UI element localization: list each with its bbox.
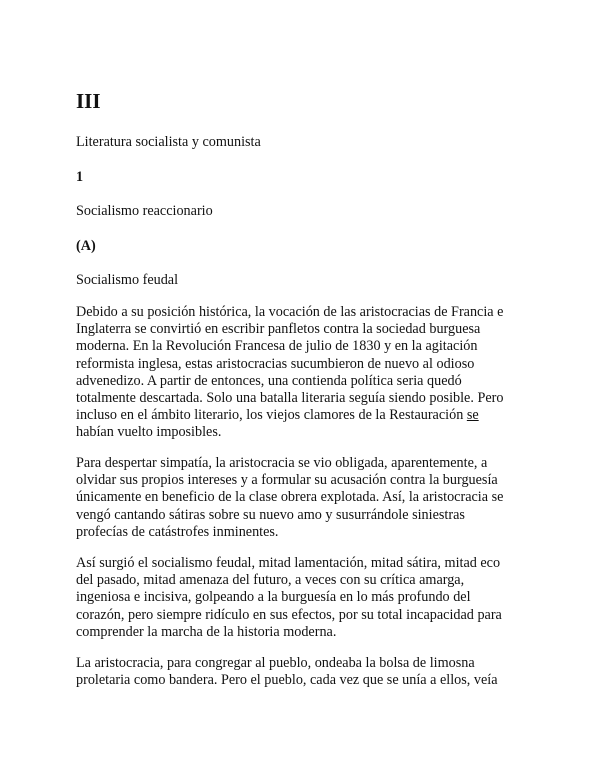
paragraph-line: habían vuelto imposibles. (76, 424, 222, 441)
section-title: Literatura socialista y comunista (76, 134, 261, 150)
paragraph-1 (76, 304, 552, 442)
paragraph-line: advenedizo. A partir de entonces, una contienda política seria quedó (76, 372, 462, 389)
paragraph-line: únicamente en beneficio de la clase obrera explotada. Así, la aristocracia se (76, 489, 504, 506)
paragraph-line-text: incluso en el ámbito literario, los viejos clamores de la Restauración (76, 407, 464, 424)
paragraph-line: moderna. En la Revolución Francesa de julio de 1830 y en la agitación (76, 338, 478, 355)
paragraph-line-with-underline (76, 407, 552, 424)
paragraph-line: ingeniosa e incisiva, golpeando a la burguesía en lo más profundo del (76, 589, 471, 606)
paragraph-line: vengó cantando sátiras sobre su nuevo amo y susurrándole siniestras (76, 506, 465, 523)
paragraph-2 (76, 455, 552, 541)
paragraph-line: Inglaterra se convirtió en escribir panfletos contra la sociedad burguesa (76, 321, 481, 338)
subsubsection-title: Socialismo feudal (76, 272, 179, 288)
paragraph-line: totalmente descartada. Solo una batalla literaria seguía siendo posible. Pero (76, 390, 504, 407)
paragraph-line: Para despertar simpatía, la aristocracia se vio obligada, aparentemente, a (76, 455, 488, 471)
paragraph-3 (76, 555, 552, 641)
subsubsection-label: (A) (76, 238, 96, 254)
paragraph-line: reformista inglesa, estas aristocracias sucumbieron de nuevo al odioso (76, 355, 475, 372)
underlined-word: se (466, 407, 479, 424)
paragraph-line: profecías de catástrofes inminentes. (76, 523, 279, 540)
paragraph-line: comprender la marcha de la historia moderna. (76, 623, 337, 640)
paragraph-line: proletaria como bandera. Pero el pueblo, cada vez que se unía a ellos, veía (76, 672, 498, 689)
paragraph-line: Debido a su posición histórica, la vocación de las aristocracias de Francia e (76, 304, 504, 320)
paragraph-line: Así surgió el socialismo feudal, mitad lamentación, mitad sátira, mitad eco (76, 555, 501, 571)
paragraph-line: La aristocracia, para congregar al pueblo, ondeaba la bolsa de limosna (76, 655, 475, 671)
paragraph-line: del pasado, mitad amenaza del futuro, a veces con su crítica amarga, (76, 572, 465, 589)
subsection-number: 1 (76, 169, 84, 185)
paragraph-4 (76, 655, 552, 689)
paragraph-line: olvidar sus propios intereses y a formular su acusación contra la burguesía (76, 472, 498, 489)
paragraph-line: corazón, pero siempre ridículo en sus efectos, por su total incapacidad para (76, 606, 502, 623)
subsection-title: Socialismo reaccionario (76, 203, 213, 219)
chapter-number: III (76, 89, 101, 113)
